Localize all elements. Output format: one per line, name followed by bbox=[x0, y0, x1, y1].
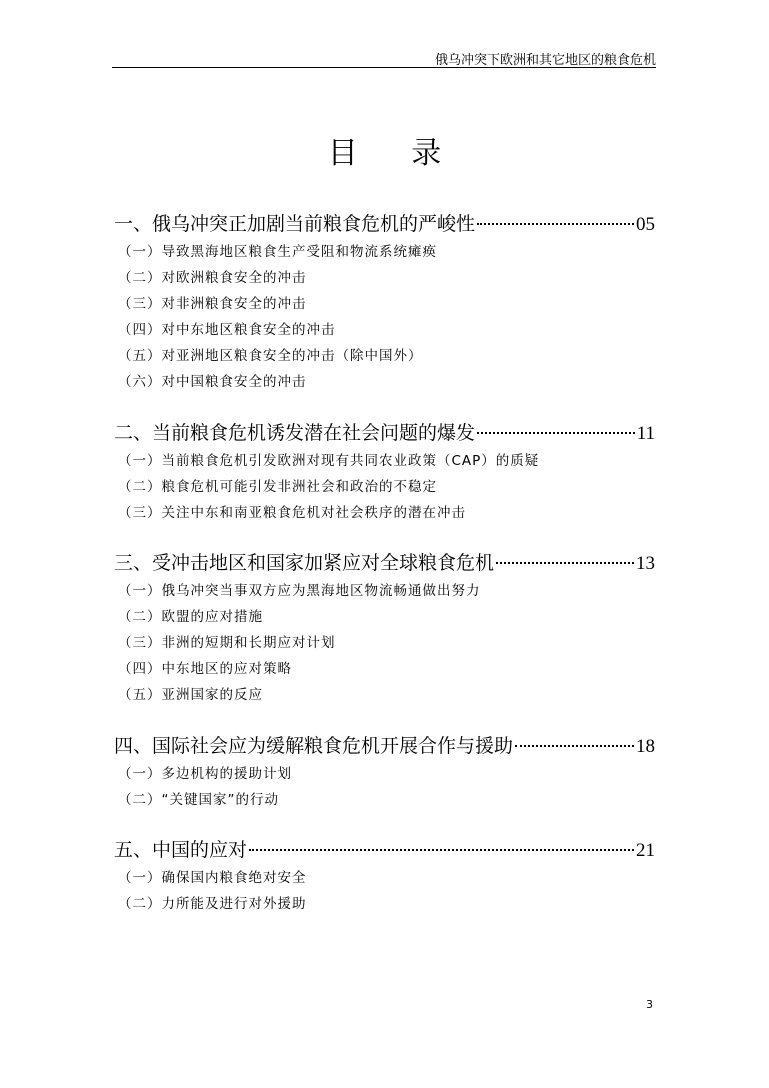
section-title: 四、国际社会应为缓解粮食危机开展合作与援助 bbox=[114, 735, 514, 757]
dot-leader bbox=[496, 562, 634, 564]
section-title: 五、中国的应对 bbox=[114, 839, 248, 861]
toc-subsection-item[interactable]: （五）亚洲国家的反应 bbox=[118, 687, 263, 703]
subsection-list bbox=[114, 865, 655, 917]
toc-section-5 bbox=[114, 835, 655, 917]
toc-subsection-item[interactable]: （一）确保国内粮食绝对安全 bbox=[118, 870, 307, 886]
toc-subsection-item[interactable]: （三）非洲的短期和长期应对计划 bbox=[118, 635, 336, 651]
toc-section-2 bbox=[114, 418, 655, 526]
header-title: 俄乌冲突下欧洲和其它地区的粮食危机 bbox=[434, 53, 656, 68]
toc-section-1 bbox=[114, 209, 655, 395]
toc-subsection-item[interactable]: （三）关注中东和南亚粮食危机对社会秩序的潜在冲击 bbox=[118, 505, 466, 521]
toc-subsection-item[interactable]: （二）力所能及进行对外援助 bbox=[118, 896, 307, 912]
section-page-number: 21 bbox=[636, 840, 655, 861]
toc-subsection-item[interactable]: （三）对非洲粮食安全的冲击 bbox=[118, 296, 307, 312]
section-page-number: 05 bbox=[636, 214, 655, 235]
toc-subsection-item[interactable]: （一）多边机构的援助计划 bbox=[118, 766, 292, 782]
dot-leader bbox=[249, 849, 634, 851]
toc-subsection-item[interactable]: （一）俄乌冲突当事双方应为黑海地区物流畅通做出努力 bbox=[118, 583, 481, 599]
section-page-number: 13 bbox=[636, 553, 655, 574]
toc-subsection-item[interactable]: （五）对亚洲地区粮食安全的冲击（除中国外） bbox=[118, 348, 423, 364]
toc-subsection-item[interactable]: （二）欧盟的应对措施 bbox=[118, 609, 263, 625]
subsection-list bbox=[114, 761, 655, 813]
toc-section-4 bbox=[114, 731, 655, 813]
section-page-number: 18 bbox=[636, 736, 655, 757]
subsection-list bbox=[114, 578, 655, 708]
dot-leader bbox=[477, 223, 634, 225]
toc-subsection-item[interactable]: （二）对欧洲粮食安全的冲击 bbox=[118, 270, 307, 286]
toc-subsection-item[interactable]: （六）对中国粮食安全的冲击 bbox=[118, 374, 307, 390]
section-page-number: 11 bbox=[636, 423, 655, 444]
dot-leader bbox=[515, 745, 634, 747]
toc-subsection-item[interactable]: （四）中东地区的应对策略 bbox=[118, 661, 292, 677]
section-title: 三、受冲击地区和国家加紧应对全球粮食危机 bbox=[114, 552, 495, 574]
toc-subsection-item[interactable]: （一）当前粮食危机引发欧洲对现有共同农业政策（CAP）的质疑 bbox=[118, 453, 540, 469]
toc-section-3 bbox=[114, 548, 655, 708]
toc-section-heading[interactable] bbox=[114, 835, 655, 865]
toc-section-heading[interactable] bbox=[114, 548, 655, 578]
toc-section-heading[interactable] bbox=[114, 731, 655, 761]
section-title: 一、俄乌冲突正加剧当前粮食危机的严峻性 bbox=[114, 213, 476, 235]
dot-leader bbox=[477, 432, 635, 434]
toc-section-heading[interactable] bbox=[114, 209, 655, 239]
toc-subsection-item[interactable]: （一）导致黑海地区粮食生产受阻和物流系统瘫痪 bbox=[118, 244, 437, 260]
header-rule bbox=[112, 67, 656, 68]
toc-subsection-item[interactable]: （二）粮食危机可能引发非洲社会和政治的不稳定 bbox=[118, 479, 437, 495]
toc-section-heading[interactable] bbox=[114, 418, 655, 448]
toc-subsection-item[interactable]: （二）“关键国家”的行动 bbox=[118, 792, 279, 808]
subsection-list bbox=[114, 448, 655, 526]
toc-subsection-item[interactable]: （四）对中东地区粮食安全的冲击 bbox=[118, 322, 336, 338]
page-number: 3 bbox=[646, 998, 653, 1011]
toc-title: 目 录 bbox=[327, 136, 464, 171]
subsection-list bbox=[114, 239, 655, 395]
section-title: 二、当前粮食危机诱发潜在社会问题的爆发 bbox=[114, 422, 476, 444]
